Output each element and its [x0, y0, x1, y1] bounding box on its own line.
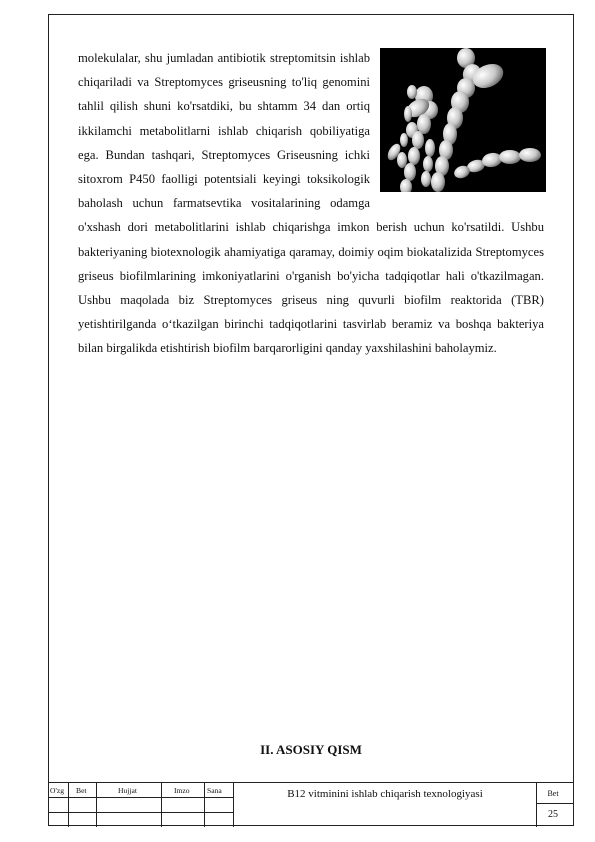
body-paragraph: [78, 46, 544, 361]
col-ozg-label: O'zg: [50, 786, 65, 795]
col-sana-label: Sana: [207, 786, 222, 795]
body-paragraph-text: molekulalar, shu jumladan antibiotik streptomitsin ishlab chiqariladi va Streptomyces griseusning to'liq genomini tahlil qilish shuni ko'rsatdiki, bu shtamm 34 dan ortiq ikkilamchi metabolitlarni ishlab chiqarish qobiliyatiga ega. Bundan tashqari, Streptomyces Griseusning ichki sitoxrom P450 faolligi potentsiali keyingi toksikologik baholash uchun farmatsevtika vositalarining odamga o'xshash dori metabolitlarini ishlab chiqarishga imkon berish uchun ko'rsatildi. Ushbu bakteriyaning biotexnologik ahamiyatiga qaramay, doimiy oqim biokatalizida Streptomyces griseus biofilmlarining imkoniyatlarini o'rganish bo'yicha tadqiqotlar hali o'tkazilmagan. Ushbu maqolada biz Streptomyces griseus ning quvurli biofilm reaktorida (TBR) yetishtirilganda o‘tkazilgan birinchi tadqiqotlarini tasvirlab beramiz va boshqa bakteriya bilan birgalikda etishtirish biofilm barqarorligini qanday yaxshilashini baholaymiz.: [78, 51, 544, 356]
col-bet-label: Bet: [76, 786, 87, 795]
document-title: B12 vitminini ishlab chiqarish texnologiyasi: [287, 788, 483, 800]
col-hujjat-label: Hujjat: [118, 786, 137, 795]
col-imzo-label: Imzo: [174, 786, 190, 795]
body-text: [78, 46, 544, 361]
bacteria-image: [380, 48, 546, 192]
page-number: 25: [548, 809, 558, 820]
page-label: Bet: [547, 789, 559, 798]
title-block: [48, 782, 574, 827]
section-title: II. ASOSIY QISM: [260, 742, 362, 757]
